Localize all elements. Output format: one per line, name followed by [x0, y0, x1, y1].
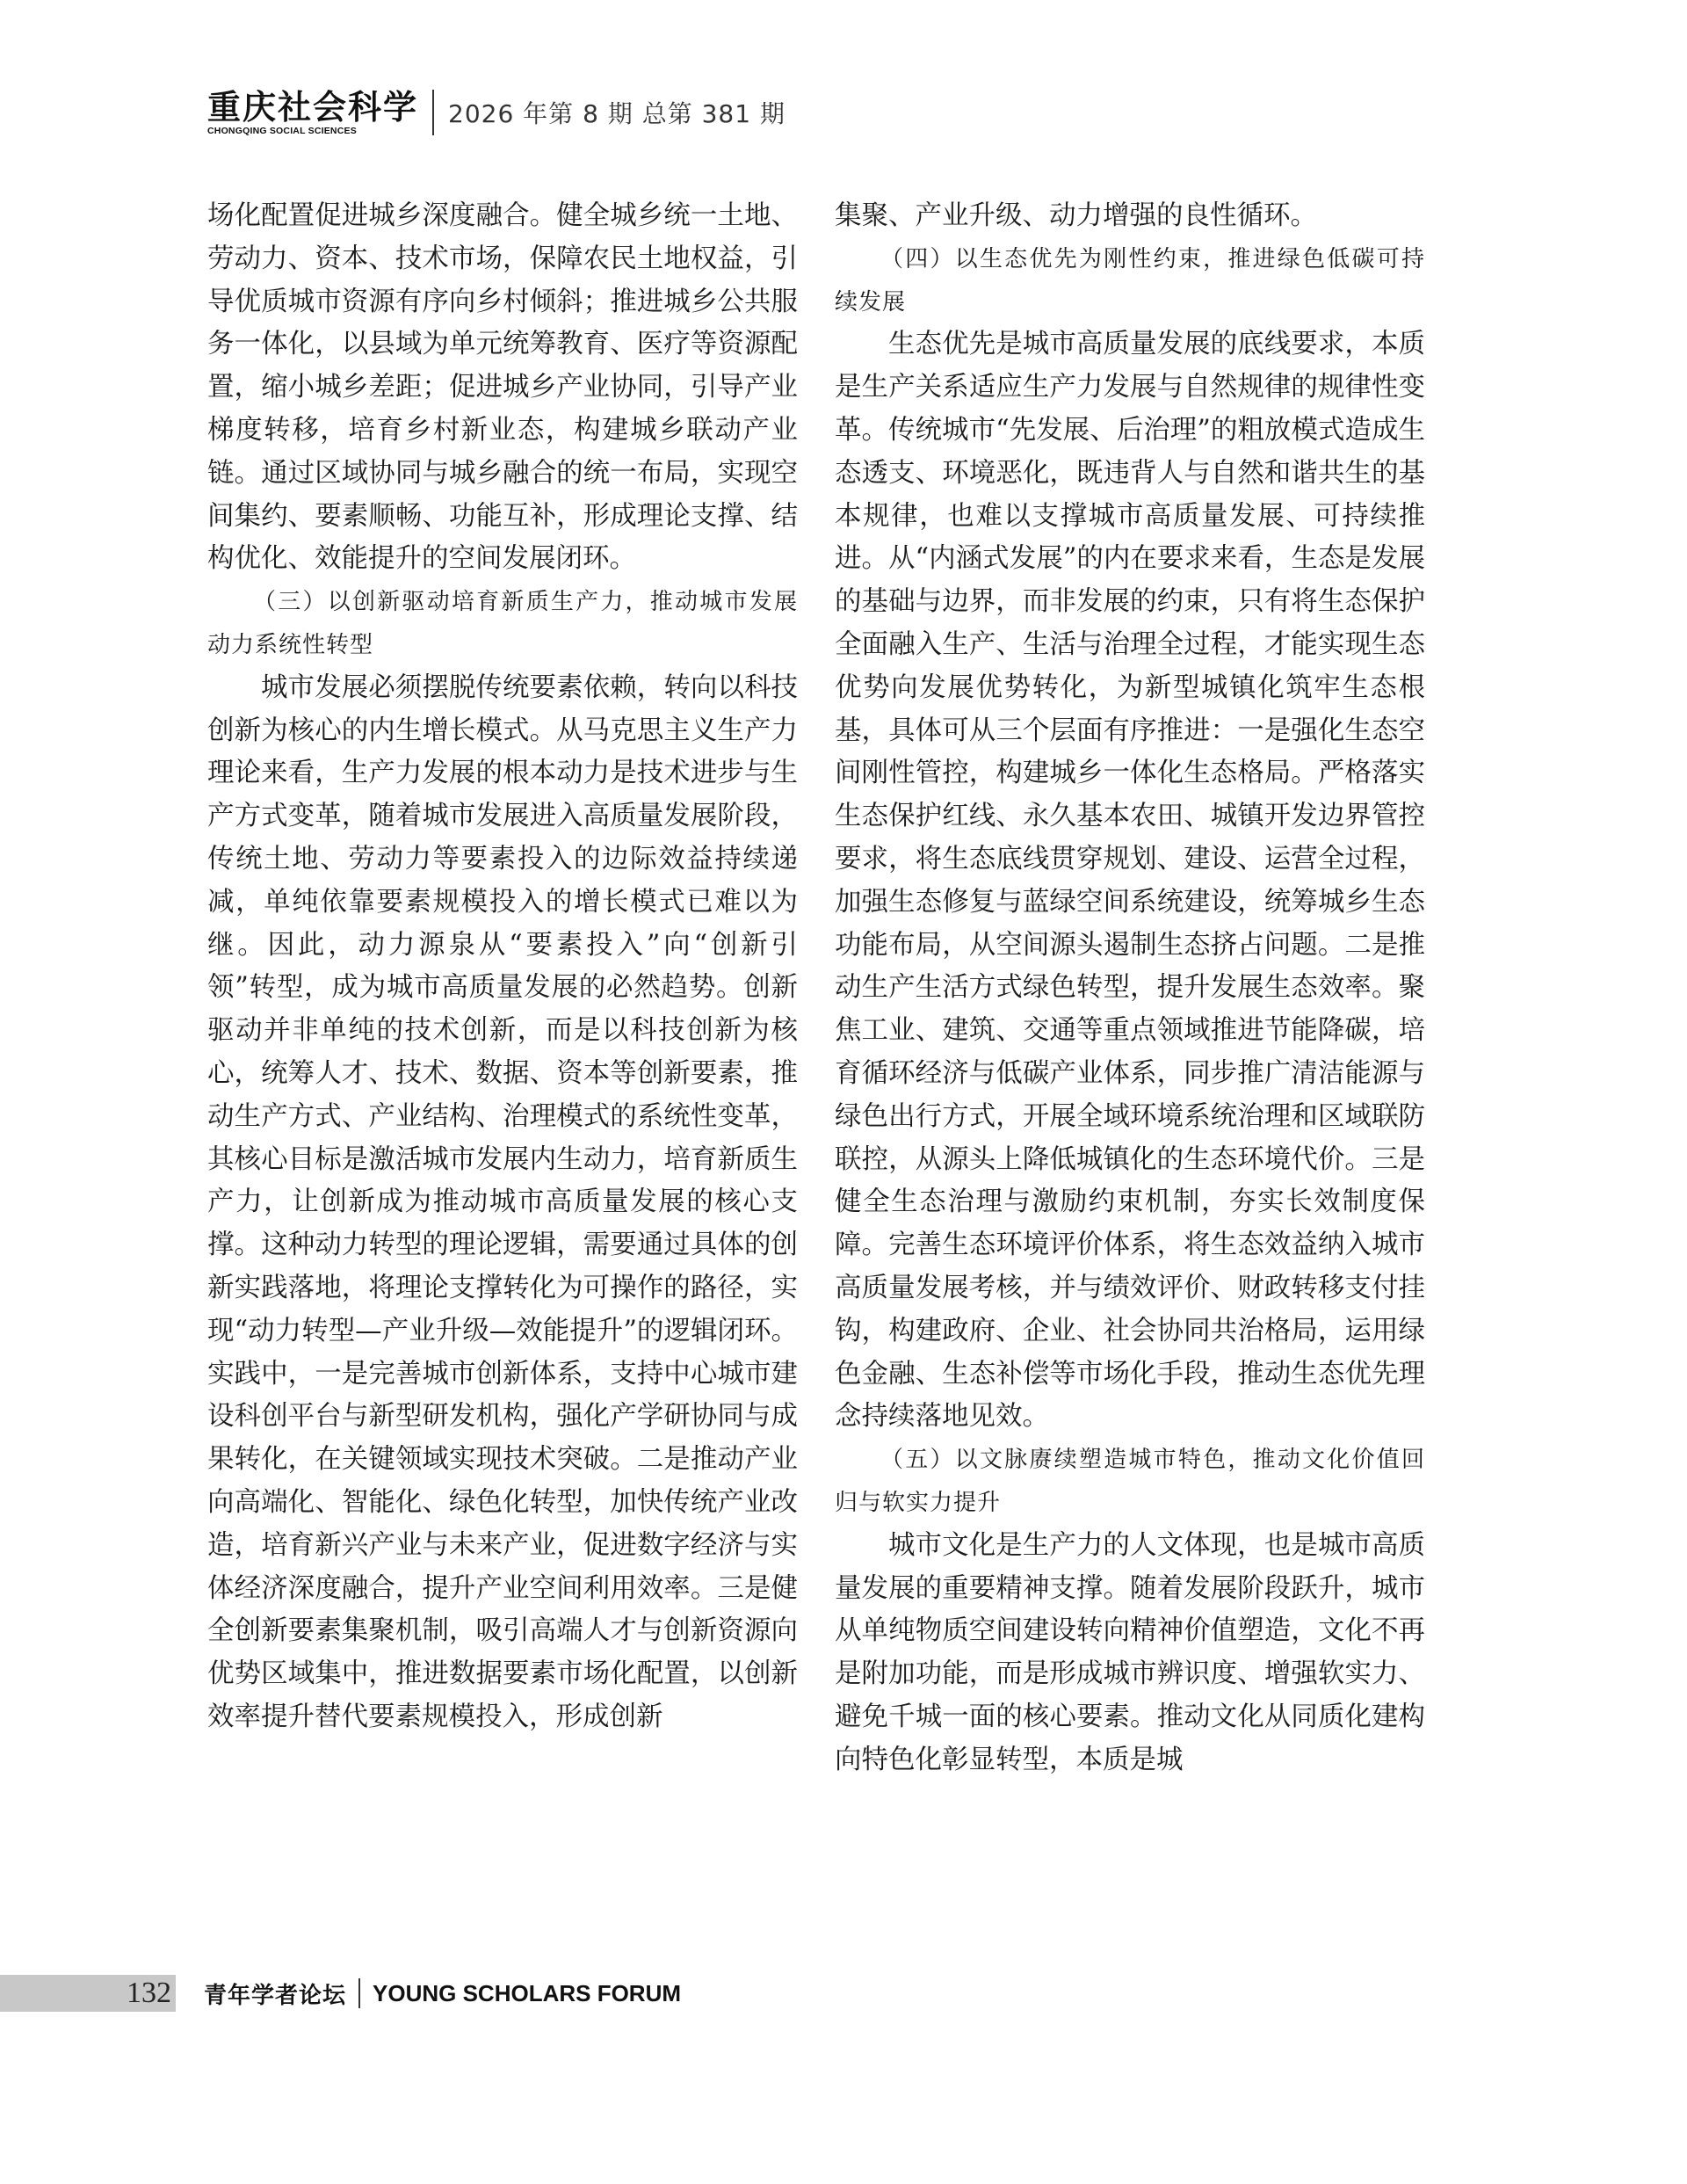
logo-cn: 重庆社会科学 [207, 87, 419, 127]
section-heading: （四）以生态优先为刚性约束，推进绿色低碳可持续发展 [835, 245, 1425, 316]
body-paragraph: 集聚、产业升级、动力增强的良性循环。 [835, 200, 1317, 231]
footer-divider [358, 1978, 360, 2008]
right-column [835, 195, 1425, 1781]
section-heading: （三）以创新驱动培育新质生产力，推动城市发展动力系统性转型 [207, 589, 798, 658]
footer-journal-en: YOUNG SCHOLARS FORUM [373, 1979, 682, 2006]
section-heading: （五）以文脉赓续塑造城市特色，推动文化价值回归与软实力提升 [835, 1447, 1425, 1516]
journal-logo [207, 89, 418, 136]
page-header [207, 84, 786, 141]
body-paragraph: 生态优先是城市高质量发展的底线要求，本质是生产关系适应生产力发展与自然规律的规律性变革。传统城市“先发展、后治理”的粗放模式造成生态透支、环境恶化，既违背人与自然和谐共生的基本规律，也难以支撑城市高质量发展、可持续推进。从“内涵式发展”的内在要求来看，生态是发展的基础与边界，而非发展的约束，只有将生态保护全面融入生产、生活与治理全过程，才能实现生态优势向发展优势转化，为新型城镇化筑牢生态根基，具体可从三个层面有序推进：一是强化生态空间刚性管控，构建城乡一体化生态格局。严格落实生态保护红线、永久基本农田、城镇开发边界管控要求，将生态底线贯穿规划、建设、运营全过程，加强生态修复与蓝绿空间系统建设，统筹城乡生态功能布局，从空间源头遏制生态挤占问题。二是推动生产生活方式绿色转型，提升发展生态效率。聚焦工业、建筑、交通等重点领域推进节能降碳，培育循环经济与低碳产业体系，同步推广清洁能源与绿色出行方式，开展全域环境系统治理和区域联防联控，从源头上降低城镇化的生态环境代价。三是健全生态治理与激励约束机制，夯实长效制度保障。完善生态环境评价体系，将生态效益纳入城市高质量发展考核，并与绩效评价、财政转移支付挂钩，构建政府、企业、社会协同共治格局，运用绿色金融、生态补偿等市场化手段，推动生态优先理念持续落地见效。 [835, 329, 1425, 1433]
page-footer [204, 1975, 681, 2012]
body-paragraph: 城市文化是生产力的人文体现，也是城市高质量发展的重要精神支撑。随着发展阶段跃升，城市从单纯物质空间建设转向精神价值塑造，文化不再是附加功能，而是形成城市辨识度、增强软实力、避免千城一面的核心要素。推动文化从同质化建构向特色化彰显转型，本质是城 [835, 1529, 1425, 1775]
body-paragraph: 场化配置促进城乡深度融合。健全城乡统一土地、劳动力、资本、技术市场，保障农民土地权益，引导优质城市资源有序向乡村倾斜；推进城乡公共服务一体化，以县域为单元统筹教育、医疗等资源配置，缩小城乡差距；促进城乡产业协同，引导产业梯度转移，培育乡村新业态，构建城乡联动产业链。通过区域协同与城乡融合的统一布局，实现空间集约、要素顺畅、功能互补，形成理论支撑、结构优化、效能提升的空间发展闭环。 [207, 200, 798, 575]
issue-info: 2026 年第 8 期 总第 381 期 [448, 99, 786, 128]
page-number: 132 [127, 1977, 171, 2009]
logo-en: CHONGQING SOCIAL SCIENCES [207, 126, 357, 136]
left-column [207, 195, 798, 1739]
body-paragraph: 城市发展必须摆脱传统要素依赖，转向以科技创新为核心的内生增长模式。从马克思主义生产力理论来看，生产力发展的根本动力是技术进步与生产方式变革，随着城市发展进入高质量发展阶段，传统土地、劳动力等要素投入的边际效益持续递减，单纯依靠要素规模投入的增长模式已难以为继。因此，动力源泉从“要素投入”向“创新引领”转型，成为城市高质量发展的必然趋势。创新驱动并非单纯的技术创新，而是以科技创新为核心，统筹人才、技术、数据、资本等创新要素，推动生产方式、产业结构、治理模式的系统性变革，其核心目标是激活城市发展内生动力，培育新质生产力，让创新成为推动城市高质量发展的核心支撑。这种动力转型的理论逻辑，需要通过具体的创新实践落地，将理论支撑转化为可操作的路径，实现“动力转型—产业升级—效能提升”的逻辑闭环。实践中，一是完善城市创新体系，支持中心城市建设科创平台与新型研发机构，强化产学研协同与成果转化，在关键领域实现技术突破。二是推动产业向高端化、智能化、绿色化转型，加快传统产业改造，培育新兴产业与未来产业，促进数字经济与实体经济深度融合，提升产业空间利用效率。三是健全创新要素集聚机制，吸引高端人才与创新资源向优势区域集中，推进数据要素市场化配置，以创新效率提升替代要素规模投入，形成创新 [207, 671, 798, 1732]
header-divider [432, 90, 434, 135]
footer-journal-cn: 青年学者论坛 [204, 1982, 347, 2009]
